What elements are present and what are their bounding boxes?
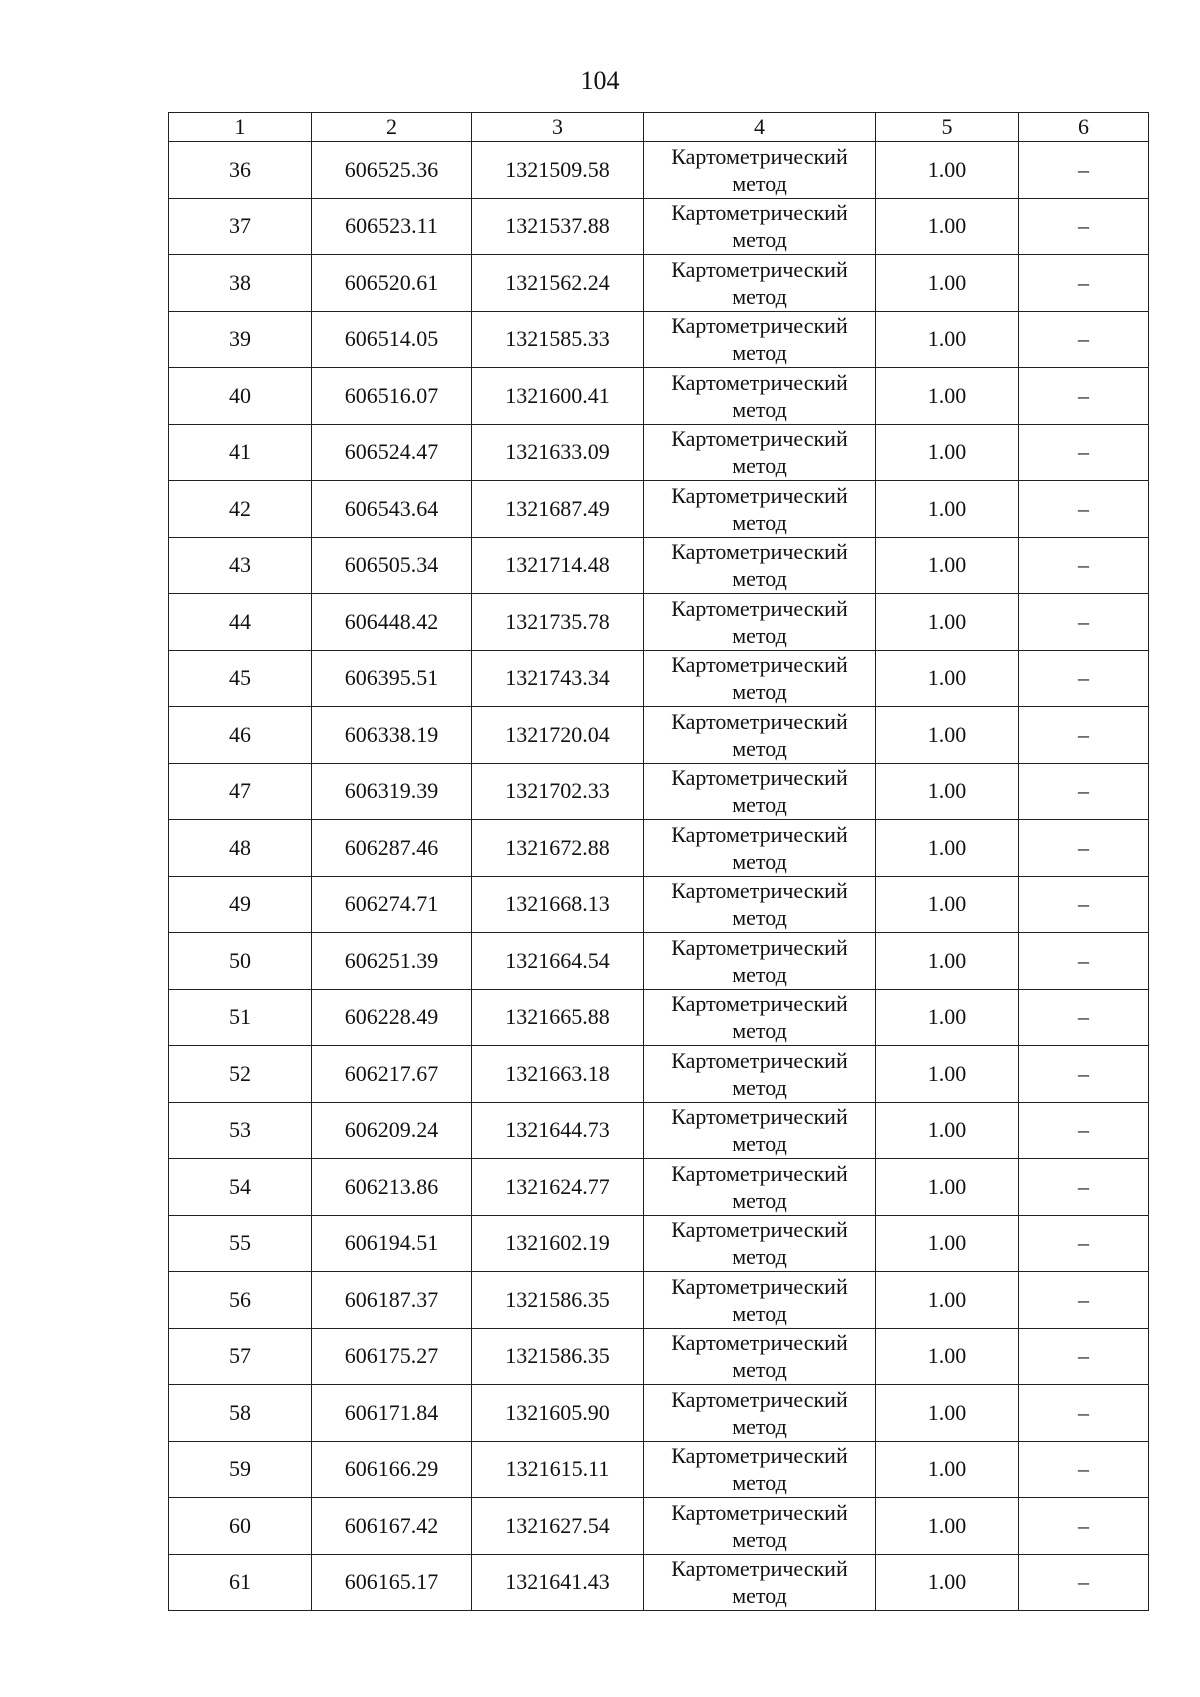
- point-number-cell: 36: [169, 142, 312, 199]
- method-line-1: Картометрический: [671, 369, 848, 395]
- method-line-1: Картометрический: [671, 1047, 848, 1073]
- note-cell: –: [1019, 1046, 1149, 1103]
- method-line-2: метод: [732, 679, 787, 705]
- note-cell: –: [1019, 1554, 1149, 1611]
- note-cell: –: [1019, 1498, 1149, 1555]
- accuracy-cell: 1.00: [876, 142, 1019, 199]
- accuracy-cell: 1.00: [876, 876, 1019, 933]
- x-coordinate-cell: 606217.67: [312, 1046, 472, 1103]
- y-coordinate-cell: 1321537.88: [472, 198, 644, 255]
- note-cell: –: [1019, 820, 1149, 877]
- y-coordinate-cell: 1321743.34: [472, 650, 644, 707]
- point-number-cell: 41: [169, 424, 312, 481]
- x-coordinate-cell: 606209.24: [312, 1102, 472, 1159]
- y-coordinate-cell: 1321641.43: [472, 1554, 644, 1611]
- table-row: [169, 198, 1149, 255]
- table-row: [169, 876, 1149, 933]
- method-line-2: метод: [732, 961, 787, 987]
- accuracy-cell: 1.00: [876, 933, 1019, 990]
- x-coordinate-cell: 606274.71: [312, 876, 472, 933]
- point-number-cell: 40: [169, 368, 312, 425]
- y-coordinate-cell: 1321702.33: [472, 763, 644, 820]
- note-cell: –: [1019, 255, 1149, 312]
- method-line-1: Картометрический: [671, 1330, 848, 1356]
- method-line-1: Картометрический: [671, 200, 848, 226]
- header-row: [169, 113, 1149, 142]
- column-header-3: 3: [472, 113, 644, 142]
- table-row: [169, 368, 1149, 425]
- point-number-cell: 50: [169, 933, 312, 990]
- method-cell: [644, 1046, 876, 1103]
- x-coordinate-cell: 606251.39: [312, 933, 472, 990]
- y-coordinate-cell: 1321602.19: [472, 1215, 644, 1272]
- accuracy-cell: 1.00: [876, 1441, 1019, 1498]
- method-cell: [644, 481, 876, 538]
- coordinates-table: [168, 112, 1149, 1611]
- method-line-2: метод: [732, 848, 787, 874]
- table-row: [169, 933, 1149, 990]
- point-number-cell: 54: [169, 1159, 312, 1216]
- method-cell: [644, 763, 876, 820]
- x-coordinate-cell: 606228.49: [312, 989, 472, 1046]
- method-line-1: Картометрический: [671, 1556, 848, 1582]
- x-coordinate-cell: 606213.86: [312, 1159, 472, 1216]
- table-row: [169, 1215, 1149, 1272]
- point-number-cell: 39: [169, 311, 312, 368]
- point-number-cell: 48: [169, 820, 312, 877]
- method-line-2: метод: [732, 509, 787, 535]
- method-line-2: метод: [732, 622, 787, 648]
- table-row: [169, 311, 1149, 368]
- method-line-1: Картометрический: [671, 708, 848, 734]
- note-cell: –: [1019, 1385, 1149, 1442]
- y-coordinate-cell: 1321509.58: [472, 142, 644, 199]
- column-header-5: 5: [876, 113, 1019, 142]
- method-line-1: Картометрический: [671, 426, 848, 452]
- method-line-1: Картометрический: [671, 821, 848, 847]
- method-cell: [644, 1102, 876, 1159]
- table-row: [169, 481, 1149, 538]
- point-number-cell: 47: [169, 763, 312, 820]
- note-cell: –: [1019, 1159, 1149, 1216]
- point-number-cell: 58: [169, 1385, 312, 1442]
- point-number-cell: 53: [169, 1102, 312, 1159]
- method-cell: [644, 1441, 876, 1498]
- accuracy-cell: 1.00: [876, 424, 1019, 481]
- y-coordinate-cell: 1321624.77: [472, 1159, 644, 1216]
- y-coordinate-cell: 1321586.35: [472, 1272, 644, 1329]
- method-line-1: Картометрический: [671, 1217, 848, 1243]
- method-cell: [644, 1272, 876, 1329]
- accuracy-cell: 1.00: [876, 255, 1019, 312]
- table-row: [169, 1441, 1149, 1498]
- accuracy-cell: 1.00: [876, 198, 1019, 255]
- x-coordinate-cell: 606524.47: [312, 424, 472, 481]
- column-header-2: 2: [312, 113, 472, 142]
- point-number-cell: 44: [169, 594, 312, 651]
- x-coordinate-cell: 606514.05: [312, 311, 472, 368]
- page-number: 104: [580, 66, 620, 95]
- method-line-2: метод: [732, 792, 787, 818]
- y-coordinate-cell: 1321586.35: [472, 1328, 644, 1385]
- point-number-cell: 42: [169, 481, 312, 538]
- method-cell: [644, 1385, 876, 1442]
- y-coordinate-cell: 1321663.18: [472, 1046, 644, 1103]
- table-row: [169, 820, 1149, 877]
- point-number-cell: 55: [169, 1215, 312, 1272]
- y-coordinate-cell: 1321585.33: [472, 311, 644, 368]
- note-cell: –: [1019, 1328, 1149, 1385]
- method-cell: [644, 311, 876, 368]
- y-coordinate-cell: 1321605.90: [472, 1385, 644, 1442]
- method-line-2: метод: [732, 735, 787, 761]
- y-coordinate-cell: 1321633.09: [472, 424, 644, 481]
- method-cell: [644, 1498, 876, 1555]
- method-line-2: метод: [732, 1470, 787, 1496]
- table-row: [169, 1328, 1149, 1385]
- method-line-2: метод: [732, 340, 787, 366]
- method-cell: [644, 142, 876, 199]
- table-row: [169, 255, 1149, 312]
- method-line-2: метод: [732, 1074, 787, 1100]
- accuracy-cell: 1.00: [876, 1159, 1019, 1216]
- method-cell: [644, 820, 876, 877]
- table-row: [169, 424, 1149, 481]
- x-coordinate-cell: 606319.39: [312, 763, 472, 820]
- point-number-cell: 60: [169, 1498, 312, 1555]
- accuracy-cell: 1.00: [876, 594, 1019, 651]
- table-row: [169, 1498, 1149, 1555]
- method-line-1: Картометрический: [671, 1386, 848, 1412]
- table-row: [169, 537, 1149, 594]
- method-cell: [644, 1215, 876, 1272]
- x-coordinate-cell: 606520.61: [312, 255, 472, 312]
- note-cell: –: [1019, 650, 1149, 707]
- column-header-6: 6: [1019, 113, 1149, 142]
- y-coordinate-cell: 1321644.73: [472, 1102, 644, 1159]
- note-cell: –: [1019, 1441, 1149, 1498]
- point-number-cell: 43: [169, 537, 312, 594]
- note-cell: –: [1019, 763, 1149, 820]
- note-cell: –: [1019, 537, 1149, 594]
- x-coordinate-cell: 606543.64: [312, 481, 472, 538]
- note-cell: –: [1019, 481, 1149, 538]
- point-number-cell: 46: [169, 707, 312, 764]
- method-line-2: метод: [732, 396, 787, 422]
- method-line-1: Картометрический: [671, 991, 848, 1017]
- point-number-cell: 57: [169, 1328, 312, 1385]
- x-coordinate-cell: 606175.27: [312, 1328, 472, 1385]
- y-coordinate-cell: 1321627.54: [472, 1498, 644, 1555]
- table-row: [169, 1554, 1149, 1611]
- accuracy-cell: 1.00: [876, 1272, 1019, 1329]
- x-coordinate-cell: 606187.37: [312, 1272, 472, 1329]
- method-cell: [644, 1159, 876, 1216]
- method-line-1: Картометрический: [671, 1104, 848, 1130]
- note-cell: –: [1019, 933, 1149, 990]
- table-row: [169, 1272, 1149, 1329]
- method-line-1: Картометрический: [671, 652, 848, 678]
- method-line-1: Картометрический: [671, 595, 848, 621]
- y-coordinate-cell: 1321668.13: [472, 876, 644, 933]
- method-line-2: метод: [732, 1244, 787, 1270]
- accuracy-cell: 1.00: [876, 650, 1019, 707]
- method-cell: [644, 707, 876, 764]
- y-coordinate-cell: 1321562.24: [472, 255, 644, 312]
- point-number-cell: 59: [169, 1441, 312, 1498]
- x-coordinate-cell: 606338.19: [312, 707, 472, 764]
- x-coordinate-cell: 606395.51: [312, 650, 472, 707]
- point-number-cell: 49: [169, 876, 312, 933]
- table-row: [169, 707, 1149, 764]
- accuracy-cell: 1.00: [876, 368, 1019, 425]
- x-coordinate-cell: 606448.42: [312, 594, 472, 651]
- accuracy-cell: 1.00: [876, 1554, 1019, 1611]
- method-cell: [644, 876, 876, 933]
- method-line-2: метод: [732, 1131, 787, 1157]
- method-line-2: метод: [732, 566, 787, 592]
- x-coordinate-cell: 606525.36: [312, 142, 472, 199]
- method-line-1: Картометрический: [671, 256, 848, 282]
- method-line-1: Картометрический: [671, 765, 848, 791]
- note-cell: –: [1019, 1102, 1149, 1159]
- y-coordinate-cell: 1321735.78: [472, 594, 644, 651]
- accuracy-cell: 1.00: [876, 1046, 1019, 1103]
- method-line-2: метод: [732, 1300, 787, 1326]
- table-body: [169, 142, 1149, 1611]
- method-cell: [644, 933, 876, 990]
- table-row: [169, 989, 1149, 1046]
- y-coordinate-cell: 1321664.54: [472, 933, 644, 990]
- method-cell: [644, 1554, 876, 1611]
- method-line-2: метод: [732, 1526, 787, 1552]
- accuracy-cell: 1.00: [876, 1215, 1019, 1272]
- method-line-1: Картометрический: [671, 1273, 848, 1299]
- method-line-2: метод: [732, 170, 787, 196]
- x-coordinate-cell: 606523.11: [312, 198, 472, 255]
- point-number-cell: 56: [169, 1272, 312, 1329]
- table-row: [169, 1102, 1149, 1159]
- point-number-cell: 45: [169, 650, 312, 707]
- method-cell: [644, 1328, 876, 1385]
- note-cell: –: [1019, 707, 1149, 764]
- method-cell: [644, 368, 876, 425]
- y-coordinate-cell: 1321714.48: [472, 537, 644, 594]
- accuracy-cell: 1.00: [876, 820, 1019, 877]
- method-cell: [644, 424, 876, 481]
- point-number-cell: 51: [169, 989, 312, 1046]
- table-row: [169, 594, 1149, 651]
- accuracy-cell: 1.00: [876, 1102, 1019, 1159]
- method-line-2: метод: [732, 1583, 787, 1609]
- x-coordinate-cell: 606287.46: [312, 820, 472, 877]
- note-cell: –: [1019, 1215, 1149, 1272]
- method-cell: [644, 198, 876, 255]
- accuracy-cell: 1.00: [876, 311, 1019, 368]
- note-cell: –: [1019, 311, 1149, 368]
- table-row: [169, 650, 1149, 707]
- y-coordinate-cell: 1321672.88: [472, 820, 644, 877]
- method-cell: [644, 650, 876, 707]
- method-line-2: метод: [732, 283, 787, 309]
- method-line-1: Картометрический: [671, 482, 848, 508]
- note-cell: –: [1019, 989, 1149, 1046]
- method-line-1: Картометрический: [671, 1443, 848, 1469]
- column-header-1: 1: [169, 113, 312, 142]
- table-row: [169, 1385, 1149, 1442]
- accuracy-cell: 1.00: [876, 763, 1019, 820]
- note-cell: –: [1019, 594, 1149, 651]
- point-number-cell: 37: [169, 198, 312, 255]
- method-line-2: метод: [732, 1187, 787, 1213]
- table-row: [169, 763, 1149, 820]
- method-line-1: Картометрический: [671, 934, 848, 960]
- method-cell: [644, 989, 876, 1046]
- method-line-1: Картометрический: [671, 539, 848, 565]
- note-cell: –: [1019, 1272, 1149, 1329]
- x-coordinate-cell: 606171.84: [312, 1385, 472, 1442]
- accuracy-cell: 1.00: [876, 989, 1019, 1046]
- point-number-cell: 61: [169, 1554, 312, 1611]
- accuracy-cell: 1.00: [876, 1385, 1019, 1442]
- method-cell: [644, 537, 876, 594]
- x-coordinate-cell: 606516.07: [312, 368, 472, 425]
- note-cell: –: [1019, 142, 1149, 199]
- method-cell: [644, 594, 876, 651]
- point-number-cell: 52: [169, 1046, 312, 1103]
- method-cell: [644, 255, 876, 312]
- accuracy-cell: 1.00: [876, 537, 1019, 594]
- note-cell: –: [1019, 424, 1149, 481]
- method-line-2: метод: [732, 1357, 787, 1383]
- table-row: [169, 142, 1149, 199]
- method-line-1: Картометрический: [671, 1499, 848, 1525]
- y-coordinate-cell: 1321687.49: [472, 481, 644, 538]
- x-coordinate-cell: 606166.29: [312, 1441, 472, 1498]
- y-coordinate-cell: 1321615.11: [472, 1441, 644, 1498]
- method-line-2: метод: [732, 227, 787, 253]
- method-line-1: Картометрический: [671, 313, 848, 339]
- table-header: [169, 113, 1149, 142]
- table-row: [169, 1159, 1149, 1216]
- column-header-4: 4: [644, 113, 876, 142]
- note-cell: –: [1019, 198, 1149, 255]
- method-line-2: метод: [732, 453, 787, 479]
- method-line-1: Картометрический: [671, 878, 848, 904]
- note-cell: –: [1019, 876, 1149, 933]
- x-coordinate-cell: 606505.34: [312, 537, 472, 594]
- method-line-2: метод: [732, 905, 787, 931]
- x-coordinate-cell: 606165.17: [312, 1554, 472, 1611]
- method-line-1: Картометрический: [671, 143, 848, 169]
- accuracy-cell: 1.00: [876, 481, 1019, 538]
- y-coordinate-cell: 1321720.04: [472, 707, 644, 764]
- method-line-2: метод: [732, 1018, 787, 1044]
- y-coordinate-cell: 1321600.41: [472, 368, 644, 425]
- x-coordinate-cell: 606167.42: [312, 1498, 472, 1555]
- y-coordinate-cell: 1321665.88: [472, 989, 644, 1046]
- accuracy-cell: 1.00: [876, 1328, 1019, 1385]
- x-coordinate-cell: 606194.51: [312, 1215, 472, 1272]
- accuracy-cell: 1.00: [876, 1498, 1019, 1555]
- accuracy-cell: 1.00: [876, 707, 1019, 764]
- method-line-2: метод: [732, 1413, 787, 1439]
- note-cell: –: [1019, 368, 1149, 425]
- table-row: [169, 1046, 1149, 1103]
- point-number-cell: 38: [169, 255, 312, 312]
- method-line-1: Картометрический: [671, 1160, 848, 1186]
